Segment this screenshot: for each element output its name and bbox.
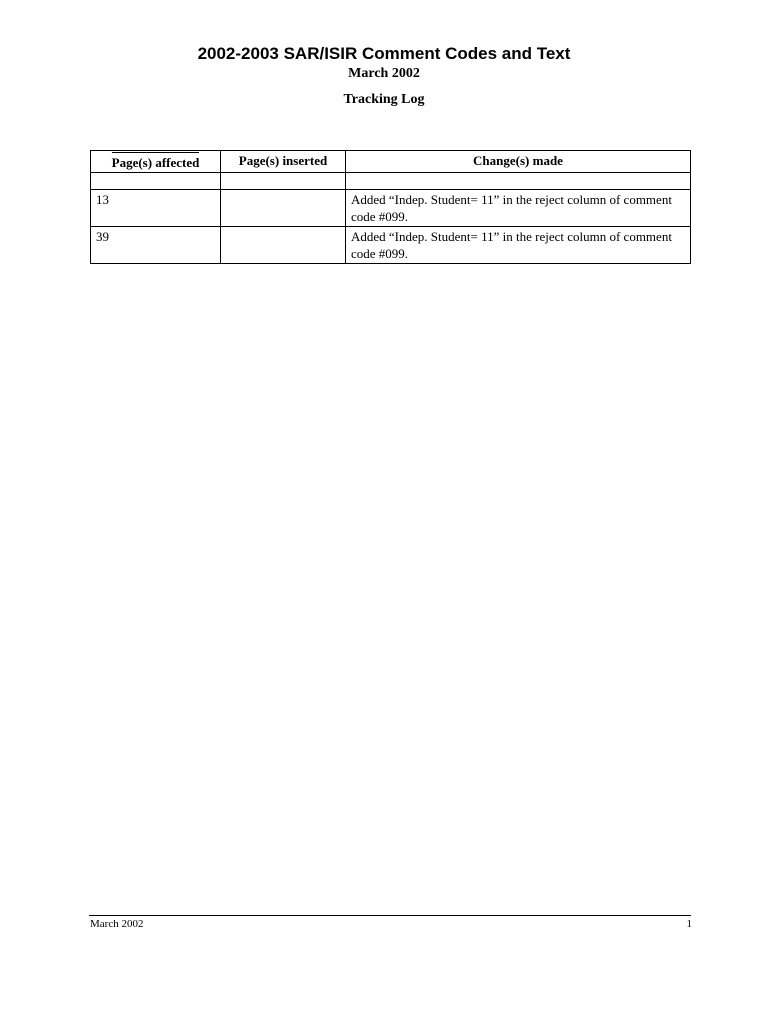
footer-date: March 2002 [90,918,144,930]
changes-made-cell: Added “Indep. Student= 11” in the reject column of comment code #099. [346,190,691,227]
table-spacer-row [91,173,691,190]
footer-divider [89,915,691,916]
table-row [91,190,691,227]
table-header-row [91,151,691,173]
column-header-changes-made: Change(s) made [346,151,691,173]
pages-affected-cell: 13 [91,190,221,227]
column-header-pages-inserted: Page(s) inserted [221,151,346,173]
pages-affected-cell: 39 [91,227,221,264]
changes-made-cell: Added “Indep. Student= 11” in the reject column of comment code #099. [346,227,691,264]
column-header-pages-affected: Page(s) affected [91,151,221,173]
document-title: 2002-2003 SAR/ISIR Comment Codes and Text [197,44,571,63]
table-row [91,227,691,264]
spacer-cell [221,173,346,190]
spacer-cell [91,173,221,190]
document-date: March 2002 [348,66,420,81]
tracking-log-table [90,150,691,264]
section-heading: Tracking Log [343,92,425,107]
pages-inserted-cell [221,227,346,264]
spacer-cell [346,173,691,190]
pages-inserted-cell [221,190,346,227]
page-number: 1 [686,918,692,930]
